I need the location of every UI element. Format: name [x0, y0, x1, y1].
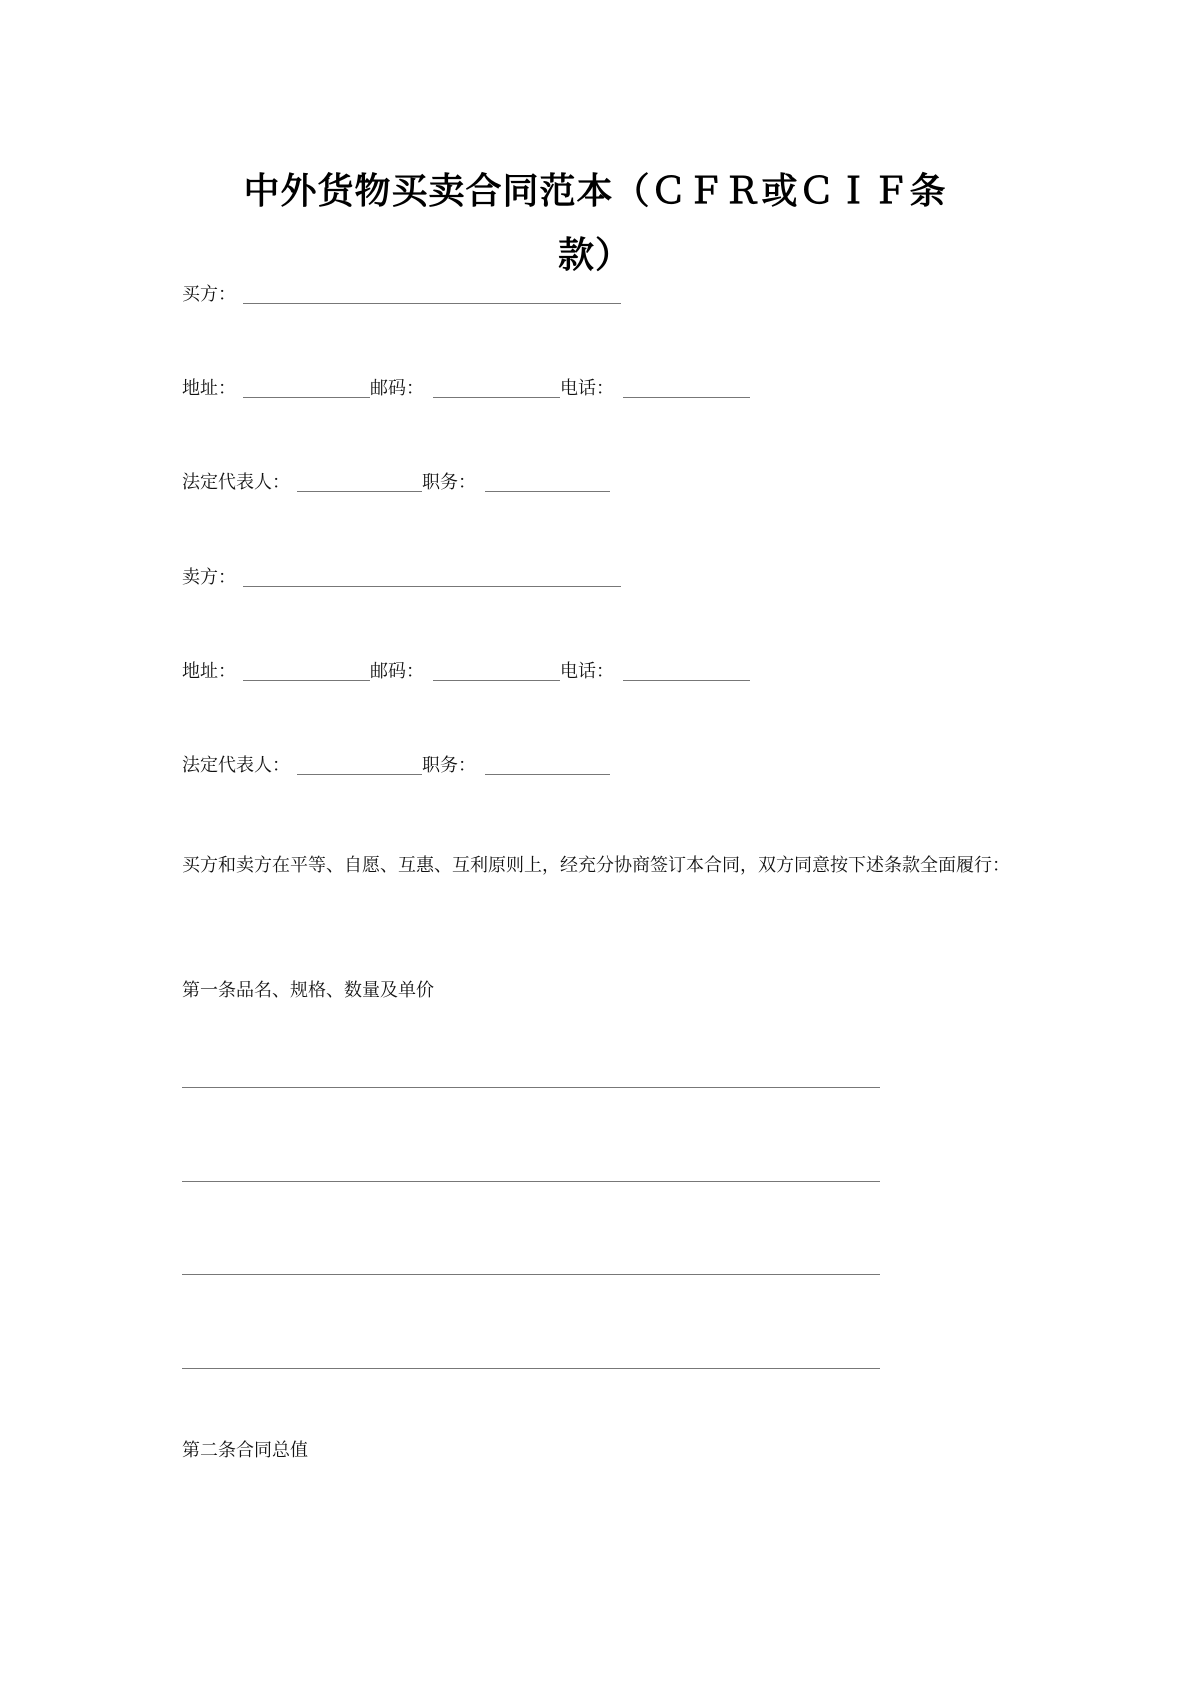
article-1-blank-line[interactable] — [182, 1274, 880, 1275]
buyer-legal-rep-field[interactable] — [297, 471, 422, 492]
buyer-phone-field[interactable] — [623, 377, 750, 398]
buyer-label: 买方： — [182, 284, 236, 305]
seller-address-field[interactable] — [243, 660, 370, 681]
buyer-postcode-field[interactable] — [433, 377, 560, 398]
seller-rep-row — [182, 754, 610, 778]
title-line-1: 中外货物买卖合同范本（ＣＦＲ或ＣＩＦ条 — [243, 171, 947, 212]
seller-contact-row — [182, 660, 750, 684]
buyer-position-label: 职务： — [422, 472, 476, 493]
seller-label: 卖方： — [182, 567, 236, 588]
title-line-2: 款） — [557, 235, 632, 276]
seller-name-field[interactable] — [243, 566, 621, 587]
preamble-paragraph: 买方和卖方在平等、自愿、互惠、互利原则上，经充分协商签订本合同，双方同意按下述条款全面履行： — [182, 855, 1010, 876]
article-1-blank-line[interactable] — [182, 1368, 880, 1369]
article-1-blank-line[interactable] — [182, 1087, 880, 1088]
buyer-legal-rep-label: 法定代表人： — [182, 472, 290, 493]
buyer-position-field[interactable] — [485, 471, 610, 492]
document-title — [200, 160, 990, 288]
seller-legal-rep-field[interactable] — [297, 754, 422, 775]
buyer-contact-row — [182, 377, 750, 401]
buyer-phone-label: 电话： — [560, 378, 614, 399]
buyer-address-label: 地址： — [182, 378, 236, 399]
article-1-blank-line[interactable] — [182, 1181, 880, 1182]
buyer-name-row — [182, 283, 621, 307]
seller-phone-label: 电话： — [560, 661, 614, 682]
seller-postcode-field[interactable] — [433, 660, 560, 681]
seller-address-label: 地址： — [182, 661, 236, 682]
buyer-name-field[interactable] — [243, 283, 621, 304]
seller-legal-rep-label: 法定代表人： — [182, 755, 290, 776]
seller-position-label: 职务： — [422, 755, 476, 776]
article-2-heading: 第二条合同总值 — [182, 1440, 308, 1461]
buyer-address-field[interactable] — [243, 377, 370, 398]
buyer-postcode-label: 邮码： — [370, 378, 424, 399]
article-1-heading: 第一条品名、规格、数量及单价 — [182, 980, 434, 1001]
seller-position-field[interactable] — [485, 754, 610, 775]
seller-postcode-label: 邮码： — [370, 661, 424, 682]
seller-name-row — [182, 566, 621, 590]
seller-phone-field[interactable] — [623, 660, 750, 681]
buyer-rep-row — [182, 471, 610, 495]
